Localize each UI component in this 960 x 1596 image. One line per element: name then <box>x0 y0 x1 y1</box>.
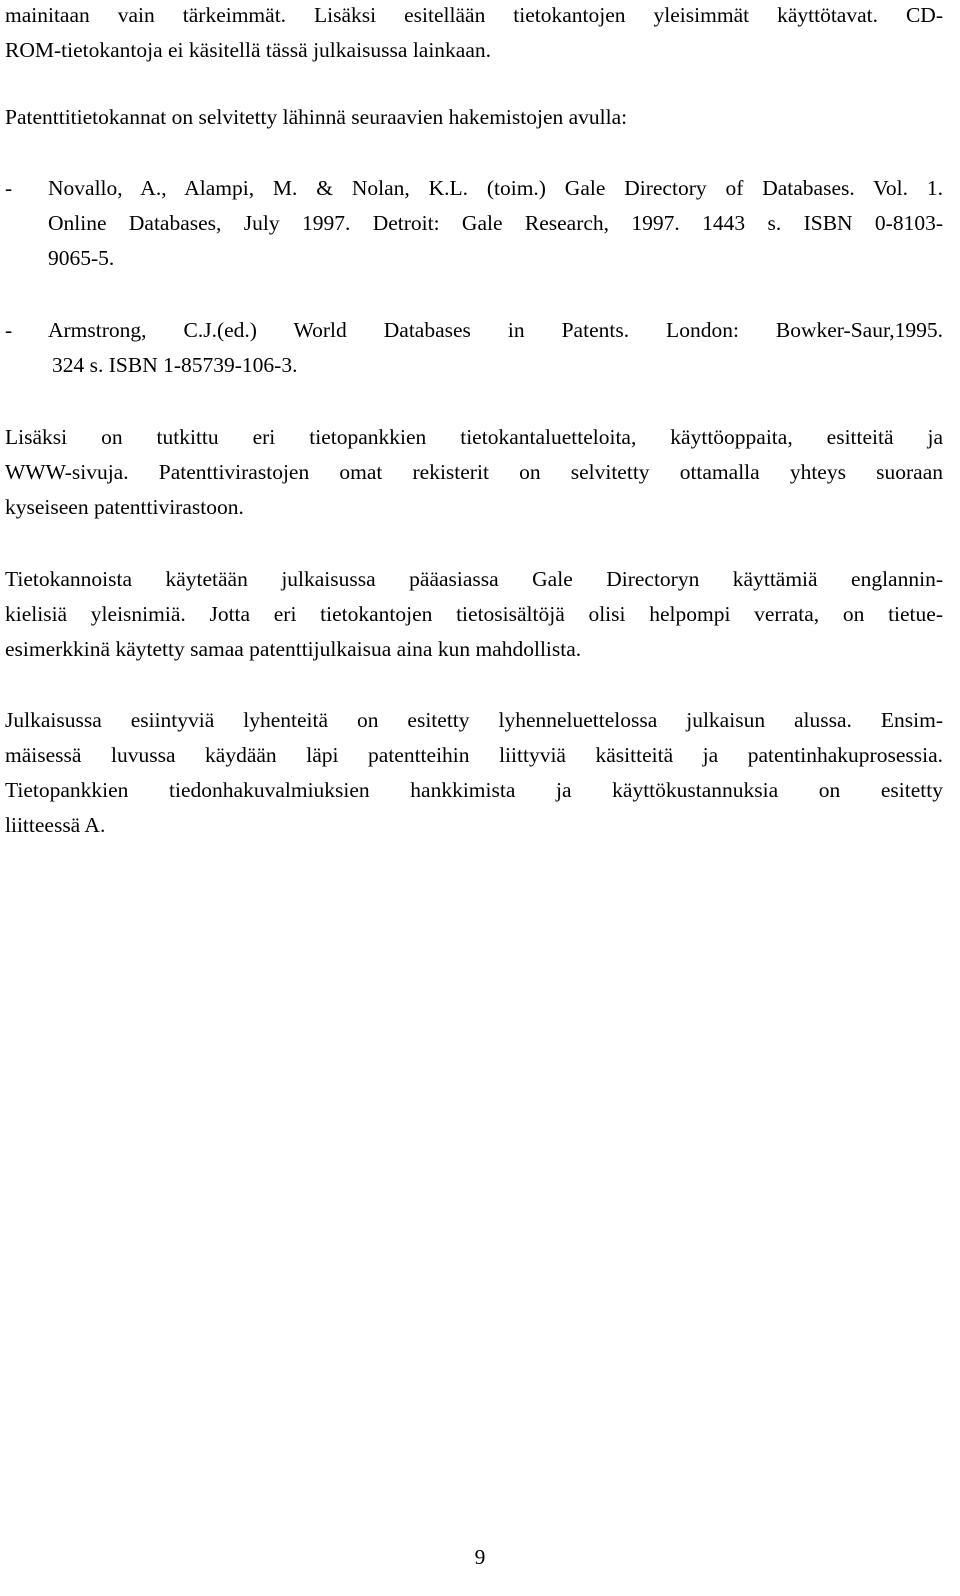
bibliography-2-line-1: Armstrong, C.J.(ed.) World Databases in Patents. London: Bowker-Saur,1995. <box>48 318 943 342</box>
paragraph-2-line-3: esimerkkinä käytetty samaa patenttijulkaisua aina kun mahdollista. <box>5 637 582 661</box>
bibliography-1-line-3: 9065-5. <box>48 246 115 270</box>
intro-line-1: mainitaan vain tärkeimmät. Lisäksi esitellään tietokantojen yleisimmät käyttötavat. CD- <box>5 3 943 27</box>
paragraph-2-line-1: Tietokannoista käytetään julkaisussa pääasiassa Gale Directoryn käyttämiä englannin- <box>5 567 943 591</box>
bibliography-marker-1: - <box>5 176 13 200</box>
paragraph-3-line-3: Tietopankkien tiedonhakuvalmiuksien hankkimista ja käyttökustannuksia on esitetty <box>5 778 943 802</box>
bibliography-marker-2: - <box>5 318 13 342</box>
bibliography-1-line-1: Novallo, A., Alampi, M. & Nolan, K.L. (toim.) Gale Directory of Databases. Vol. 1. <box>48 176 943 200</box>
paragraph-3-line-4: liitteessä A. <box>5 813 106 837</box>
paragraph-2-line-2: kielisiä yleisnimiä. Jotta eri tietokantojen tietosisältöjä olisi helpompi verrata, on tietue- <box>5 602 943 626</box>
sources-intro: Patenttitietokannat on selvitetty lähinnä seuraavien hakemistojen avulla: <box>5 105 628 129</box>
intro-line-2: ROM-tietokantoja ei käsitellä tässä julkaisussa lainkaan. <box>5 38 492 62</box>
paragraph-3-line-2: mäisessä luvussa käydään läpi patentteihin liittyviä käsitteitä ja patentinhakuprosessia. <box>5 743 943 767</box>
page-number: 9 <box>474 1545 486 1569</box>
bibliography-2-line-2: 324 s. ISBN 1-85739-106-3. <box>52 353 298 377</box>
paragraph-3-line-1: Julkaisussa esiintyviä lyhenteitä on esitetty lyhenneluettelossa julkaisun alussa. Ensim- <box>5 708 943 732</box>
paragraph-1-line-3: kyseiseen patenttivirastoon. <box>5 495 244 519</box>
paragraph-1-line-2: WWW-sivuja. Patenttivirastojen omat rekisterit on selvitetty ottamalla yhteys suoraan <box>5 460 943 484</box>
bibliography-1-line-2: Online Databases, July 1997. Detroit: Gale Research, 1997. 1443 s. ISBN 0-8103- <box>48 211 943 235</box>
paragraph-1-line-1: Lisäksi on tutkittu eri tietopankkien tietokantaluetteloita, käyttöoppaita, esitteitä ja <box>5 425 943 449</box>
